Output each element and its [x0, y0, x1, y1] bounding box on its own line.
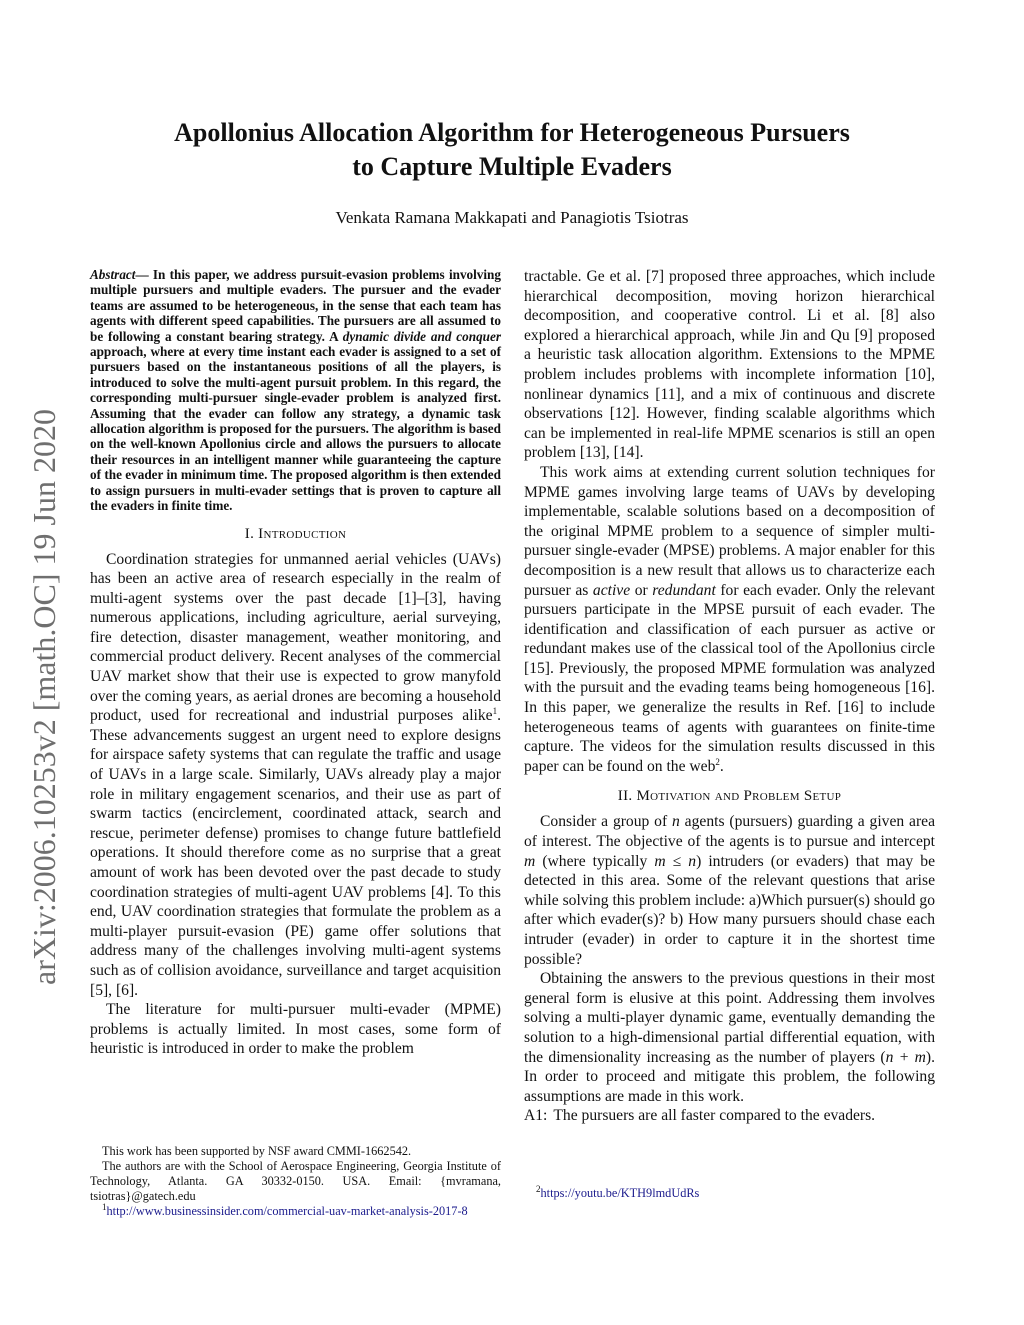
mot-p1-c: (where typically	[535, 852, 655, 870]
math-n: n	[672, 813, 680, 831]
mot-p1-b: agents (pursuers) guarding a given area of interest. The objective of the agents is to pursue and intercept	[524, 813, 935, 851]
footnote-ref-1[interactable]: 1	[492, 706, 498, 717]
footnotes-left	[90, 1144, 501, 1219]
intro-paragraph-2: The literature for multi-pursuer multi-evader (MPME) problems is actually limited. In most cases, some form of heuristic is introduced in order to make the problem	[90, 1001, 501, 1058]
abstract-text-1: — In this paper, we address pursuit-evasion problems involving multiple pursuers and multiple evaders. The pursuer and the evader teams are assumed to be heterogeneous, in the sense that each team has agents with different speed capabilities. The pursuers are all assumed to be following a constant bearing strategy. A	[90, 267, 501, 344]
abstract-text-2: approach, where at every time instant each evader is assigned to a set of pursuers based on the instantaneous positions of all the players, is introduced to solve the multi-agent pursuit problem. In this regard, the corresponding multi-pursuer single-evader problem is analyzed first. Assuming that the evader can follow any strategy, a dynamic task allocation algorithm is proposed for the pursuers. The algorithm is based on the well-known Apollonius circle and allows the pursuers to allocate their resources in an intelligent manner while guaranteeing the capture of the evader in minimum time. The proposed algorithm is then extended to assign pursuers in multi-evader settings that is proven to capture all the evaders in finite time.	[90, 344, 501, 514]
mot-p1-d: ) intruders (or evaders) that may be detected in this area. Some of the relevant questions that arise while solving this problem include: a)Which pursuer(s) should go after which evader(s)? b) How many pursuers should chase each intruder (evader) in order to capture it in the shortest time possible?	[524, 852, 935, 968]
mot-p2-b: ). In order to proceed and mitigate this problem, the following assumptions are made in this work.	[524, 1048, 935, 1105]
mot-p2-a: Obtaining the answers to the previous questions in their most general form is elusive at this point. Addressing them involves solving a multi-player dynamic game, eventually demanding the solution to a high-dimensional partial differential equation, with the dimensionality increasing as the number of players (	[524, 970, 935, 1066]
intro-p1-text-a: Coordination strategies for unmanned aerial vehicles (UAVs) has been an active area of research especially in the realm of multi-agent systems over the past decade [1]–[3], having numerous applications, including agriculture, aerial surveying, fire detection, disaster management, weather monitoring, and commercial product delivery. Recent analyses of the commercial UAV market show that their use is expected to grow manyfold over the coming years, as aerial drones are becoming a household product, used for recreational and industrial purposes alike	[90, 550, 501, 725]
mot-p1-a: Consider a group of	[540, 813, 673, 831]
section-heading-motivation: II. Motivation and Problem Setup	[617, 788, 842, 805]
term-redundant: redundant	[652, 581, 716, 599]
abstract-label: Abstract	[90, 267, 136, 282]
footnote-1-link[interactable]: http://www.businessinsider.com/commercial-uav-market-analysis-2017-8	[106, 1204, 468, 1218]
intro-paragraph-1	[90, 550, 501, 1001]
intro-p1-text-b: . These advancements suggest an urgent need to explore designs for airspace safety systems that can regulate the traffic and usage of UAVs in a large scale. Similarly, UAVs already play a major role in military engagement scenarios, and their use as part of swarm tactics (encirclement, coordinated attack, search and rescue, perimeter defense) promises to change future battlefield operations. It should therefore come as no surprise that a great amount of work has been devoted over the past decade to study coordination strategies of multi-agent UAV problems [4]. To this end, UAV coordination strategies that formulate the problem as a multi-player pursuit-evasion (PE) game offer solutions that address many of the challenges involving multi-agent systems such as of collision avoidance, surveillance and target acquisition [5], [6].	[90, 707, 501, 999]
math-inequality: m ≤ n	[654, 852, 697, 870]
intro-p3-text-a: This work aims at extending current solution techniques for MPME games involving large teams of UAVs by developing implementable, scalable solutions based on a decomposition of the original MPME problem to a sequence of simpler multi-pursuer single-evader (MPSE) problems. A major enabler for this decomposition is a new result that allows us to characterize each pursuer as	[524, 463, 935, 599]
paper-title	[80, 116, 944, 184]
footnote-2	[536, 1183, 700, 1201]
section-heading-introduction: I. Introduction	[244, 525, 347, 542]
intro-p3-end: .	[719, 757, 724, 775]
author-list: Venkata Ramana Makkapati and Panagiotis Tsiotras	[335, 208, 689, 227]
intro-p3-text-b: for each evader. Only the relevant pursuers participate in the MPSE pursuit of each evader. The identification and classification of each pursuer as active or redundant makes use of the classical tool of the Apollonius circle [15]. Previously, the proposed MPME formulation was analyzed with the pursuit and the evading teams being homogeneous [16]. In this paper, we generalize the results in Ref. [16] to include heterogeneous teams of agents with guarantees on finite-time capture. The videos for the simulation results discussed in this paper can be found on the web	[524, 581, 935, 775]
footnote-support: This work has been supported by NSF award CMMI-1662542.	[102, 1144, 412, 1158]
assumption-a1	[524, 1106, 935, 1126]
title-line-1: Apollonius Allocation Algorithm for Heterogeneous Pursuers	[174, 118, 850, 147]
footnote-ref-2[interactable]: 2	[715, 756, 720, 767]
intro-paragraph-2-continued: tractable. Ge et al. [7] proposed three approaches, which include hierarchical decomposition, moving horizon hierarchical decomposition, and cooperative control. Li et al. [8] also explored a hierarchical approach, while Jin and Qu [9] proposed a heuristic task allocation algorithm. Extensions to the MPME problem includes problems with incomplete information [10], nonlinear dynamics [11], and a mix of continuous and discrete observations [12]. However, finding scalable algorithms which can be implemented in real-life MPME scenarios is still an open problem [13], [14].	[524, 268, 935, 462]
assumption-a1-text: The pursuers are all faster compared to the evaders.	[553, 1107, 876, 1125]
motivation-paragraph-2	[524, 969, 935, 1106]
footnote-1	[90, 1201, 501, 1219]
abstract-emphasis: dynamic divide and conquer	[342, 328, 501, 344]
footnote-affiliation: The authors are with the School of Aerospace Engineering, Georgia Institute of Technology, Atlanta. GA 30332-0150. USA. Email: {mvramana, tsiotras}@gatech.edu	[90, 1159, 501, 1203]
motivation-paragraph-1	[524, 812, 935, 969]
right-column	[524, 267, 935, 1126]
intro-p3-or: or	[630, 581, 653, 599]
footnote-2-link[interactable]: https://youtu.be/KTH9lmdUdRs	[540, 1186, 700, 1200]
abstract	[90, 267, 501, 514]
footnote-2-mark: 2	[536, 1183, 541, 1194]
footnote-1-mark: 1	[102, 1201, 107, 1212]
math-m: m	[524, 852, 536, 870]
math-n-plus-m: n + m	[885, 1048, 926, 1066]
arxiv-identifier: arXiv:2006.10253v2 [math.OC] 19 Jun 2020	[26, 409, 62, 985]
term-active: active	[592, 581, 631, 599]
title-line-2: to Capture Multiple Evaders	[352, 152, 672, 181]
assumption-a1-label: A1:	[524, 1107, 548, 1125]
left-column	[90, 267, 501, 1059]
intro-paragraph-3	[524, 463, 935, 777]
